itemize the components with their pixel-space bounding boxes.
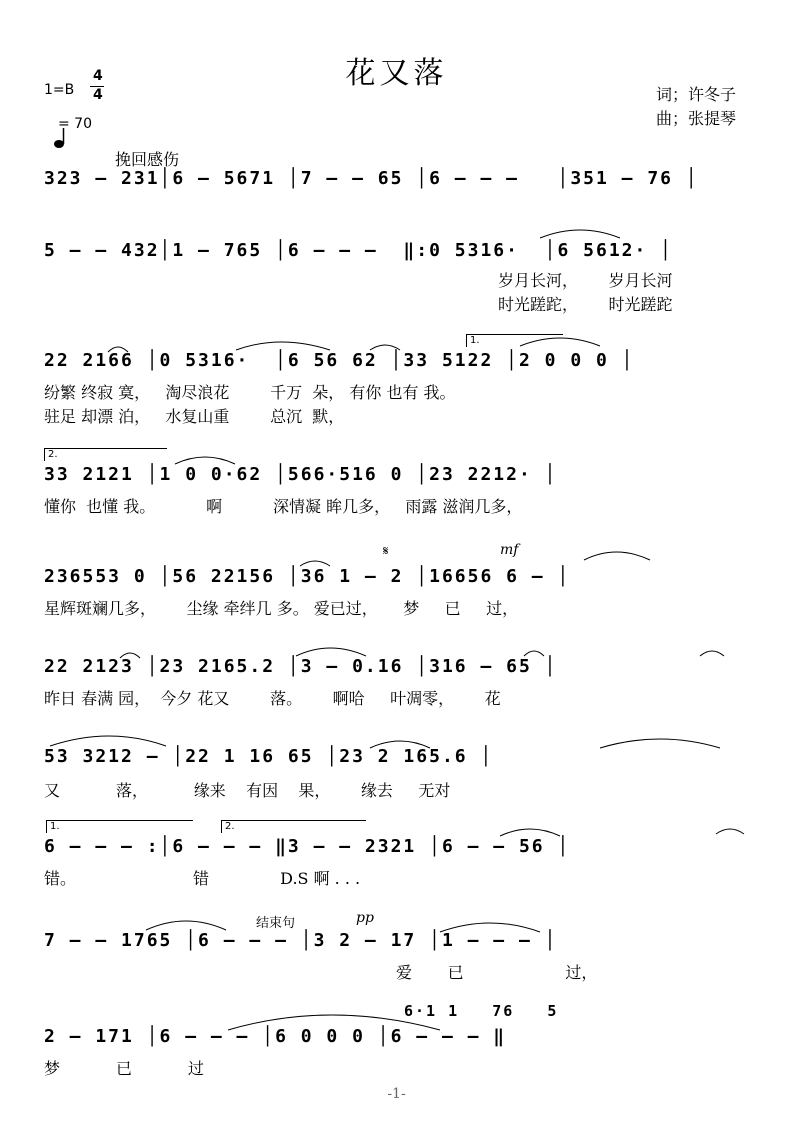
segno-sign: 𝄋 bbox=[383, 544, 389, 559]
volta-number-3: 1. bbox=[50, 821, 60, 832]
volta-number-1: 1. bbox=[470, 335, 480, 346]
score-row-4: 33 2121 │1 0 0·62 │566·516 0 │23 2212· │ bbox=[44, 464, 558, 485]
slur-row-10 bbox=[228, 1015, 440, 1030]
slur-row-9a bbox=[146, 921, 226, 930]
time-signature-bottom: 4 bbox=[93, 87, 103, 103]
pp-dynamic: pp bbox=[356, 910, 374, 926]
lyric-row-5: 星辉斑斓几多， 尘缘 牵绊几 多。 爱已过， 梦 已 过， bbox=[44, 599, 519, 618]
slur-row-6d bbox=[700, 651, 724, 656]
volta-number-4: 2. bbox=[225, 821, 235, 832]
slur-row-2 bbox=[540, 230, 620, 238]
score-row-2: 5 – – 432│1 – 765 │6 – – – ‖:0 5316· │6 5612· │ bbox=[44, 240, 674, 261]
score-row-5: 236553 0 │56 22156 │36 1 – 2 │16656 6 – │ bbox=[44, 566, 571, 587]
score-row-7: 53 3212 – │22 1 16 65 │23 2 165.6 │ bbox=[44, 746, 494, 767]
composer-credit: 曲；张提琴 bbox=[656, 109, 737, 128]
chord-notes: 6·1 1 76 5 bbox=[404, 1002, 559, 1020]
song-title: 花又落 bbox=[345, 56, 448, 91]
score-row-10: 2 – 171 │6 – – – │6 0 0 0 │6 – – – ‖ bbox=[44, 1026, 507, 1047]
slur-row-6a bbox=[120, 653, 140, 658]
lyric-row-10: 梦 已 过 bbox=[44, 1059, 204, 1078]
intro-marking: 挽回感伤 bbox=[115, 150, 180, 169]
slur-row-7b bbox=[370, 741, 430, 748]
lyric-row-3-verse-2: 驻足 却漂 泊， 水复山重 总沉 默， bbox=[44, 407, 345, 426]
slur-row-6b bbox=[296, 648, 366, 656]
slur-row-4 bbox=[175, 457, 235, 464]
page-number: -1- bbox=[387, 1086, 406, 1102]
slur-row-5a bbox=[300, 561, 330, 566]
slur-row-3b bbox=[236, 342, 330, 350]
slur-row-7c bbox=[600, 739, 720, 748]
lyric-row-6: 昨日 春满 园， 今夕 花又 落。 啊哈 叶凋零， 花 bbox=[44, 689, 501, 708]
lyric-row-9: 爱 已 过， bbox=[396, 963, 598, 982]
slur-row-9b bbox=[440, 923, 540, 932]
lyric-row-2-verse-2: 时光蹉跎， 时光蹉跎 bbox=[498, 295, 673, 314]
slur-row-7a bbox=[50, 736, 166, 746]
lyric-row-7: 又 落， 缘来 有因 果， 缘去 无对 bbox=[44, 781, 451, 800]
time-signature-top: 4 bbox=[93, 68, 103, 84]
slur-row-8a bbox=[500, 829, 560, 836]
mf-dynamic: mf bbox=[500, 542, 519, 558]
lyric-row-2-verse-1: 岁月长河， 岁月长河 bbox=[498, 271, 673, 290]
slur-row-3d bbox=[520, 338, 600, 346]
lyric-row-3-verse-1: 纷繁 终寂 寞， 淘尽浪花 千万 朵， 有你 也有 我。 bbox=[44, 383, 456, 402]
lyric-row-4: 懂你 也懂 我。 啊 深情凝 眸几多， 雨露 滋润几多， bbox=[44, 497, 523, 516]
key-signature: 1=B bbox=[44, 82, 75, 98]
slur-row-5b bbox=[584, 552, 650, 560]
slur-row-3a bbox=[108, 347, 128, 352]
score-row-8: 6 – – – :│6 – – – ‖3 – – 2321 │6 – – 56 │ bbox=[44, 836, 571, 857]
score-row-1: 323 – 231│6 – 5671 │7 – – 65 │6 – – – │351 – 76 │ bbox=[44, 168, 699, 189]
score-row-9: 7 – – 1765 │6 – – – │3 2 – 17 │1 – – – │ bbox=[44, 930, 558, 951]
slur-row-8b bbox=[716, 829, 744, 834]
lyricist-credit: 词；许冬子 bbox=[656, 85, 737, 104]
slur-row-3c bbox=[370, 345, 400, 350]
lyric-row-8: 错。 错 D.S 啊 . . . bbox=[44, 869, 361, 888]
slur-row-6c bbox=[524, 651, 544, 656]
volta-number-2: 2. bbox=[48, 449, 58, 460]
score-row-6: 22 2123 │23 2165.2 │3 – 0.16 │316 – 65 │ bbox=[44, 656, 558, 677]
score-row-3: 22 2166 │0 5316· │6 56 62 │33 5122 │2 0 0 0 │ bbox=[44, 350, 635, 371]
ending-marking: 结束句 bbox=[256, 916, 296, 931]
tempo-marking: = 70 bbox=[58, 116, 92, 132]
